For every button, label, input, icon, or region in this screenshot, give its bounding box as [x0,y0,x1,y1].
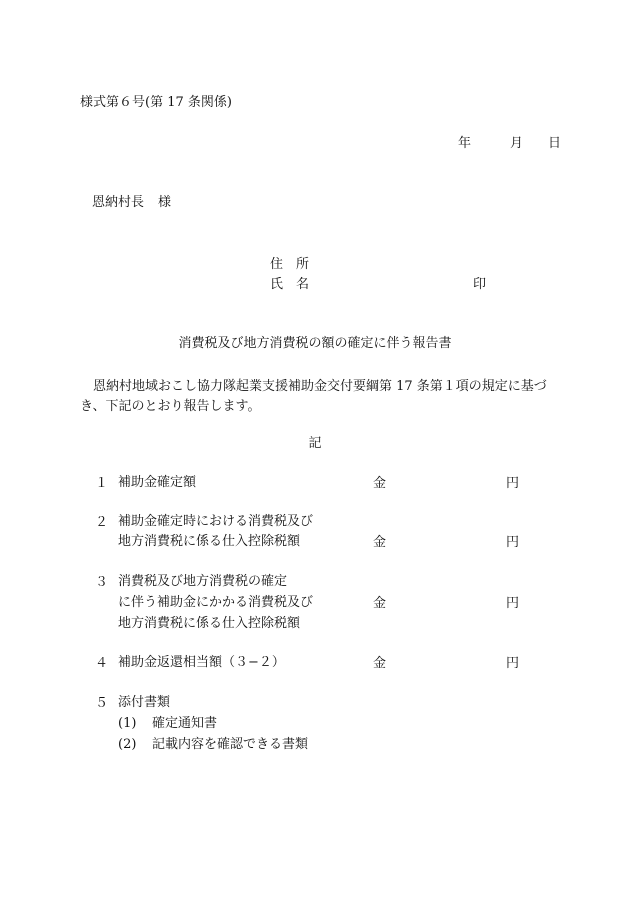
item-label-line: 地方消費税に係る仕入控除税額 [118,616,301,631]
item-label-line: 地方消費税に係る仕入控除税額 [118,534,301,549]
item-label-line: 消費税及び地方消費税の確定 [118,574,288,589]
item-number: ３ [95,575,109,590]
date-day-label: 日 [548,136,562,151]
attachment-label: 記載内容を確認できる書類 [152,737,309,752]
item-label-line: 補助金確定時における消費税及び [118,514,314,529]
document-title: 消費税及び地方消費税の額の確定に伴う報告書 [178,336,452,351]
item-label-line: に伴う補助金にかかる消費税及び [118,595,314,610]
address-label: 住 所 [270,257,310,272]
attachments-label: 添付書類 [118,695,171,710]
item-kin: 金 [373,596,387,611]
body-text: 恩納村地域おこし協力隊起業支援補助金交付要綱第 17 条第１項の規定に基づき、下記のとおり報告します。 [80,379,547,414]
item-yen: 円 [506,596,520,611]
seal-mark: 印 [473,277,487,292]
name-label: 氏 名 [270,277,310,292]
date-line [458,137,561,150]
item-number: １ [95,476,109,491]
date-month-label: 月 [510,136,524,151]
addressee-honorific: 様 [158,195,172,210]
item-yen: 円 [506,476,520,491]
attachment-number: (2) [118,737,137,752]
item-kin: 金 [373,535,387,550]
item-yen: 円 [506,656,520,671]
item-number: ４ [95,656,109,671]
date-year-label: 年 [458,136,472,151]
item-number: ２ [95,515,109,530]
addressee [92,196,171,209]
attachments-number: ５ [95,696,109,711]
attachment-label: 確定通知書 [152,716,218,731]
ki-heading: 記 [308,436,322,451]
item-kin: 金 [373,476,387,491]
item-yen: 円 [506,535,520,550]
attachment-number: (1) [118,716,137,731]
item-label: 補助金確定額 [118,475,197,490]
addressee-name: 恩納村長 [92,195,145,210]
form-number: 様式第６号(第 17 条関係) [80,95,232,110]
item-label: 補助金返還相当額（３−２） [118,655,285,670]
item-kin: 金 [373,656,387,671]
